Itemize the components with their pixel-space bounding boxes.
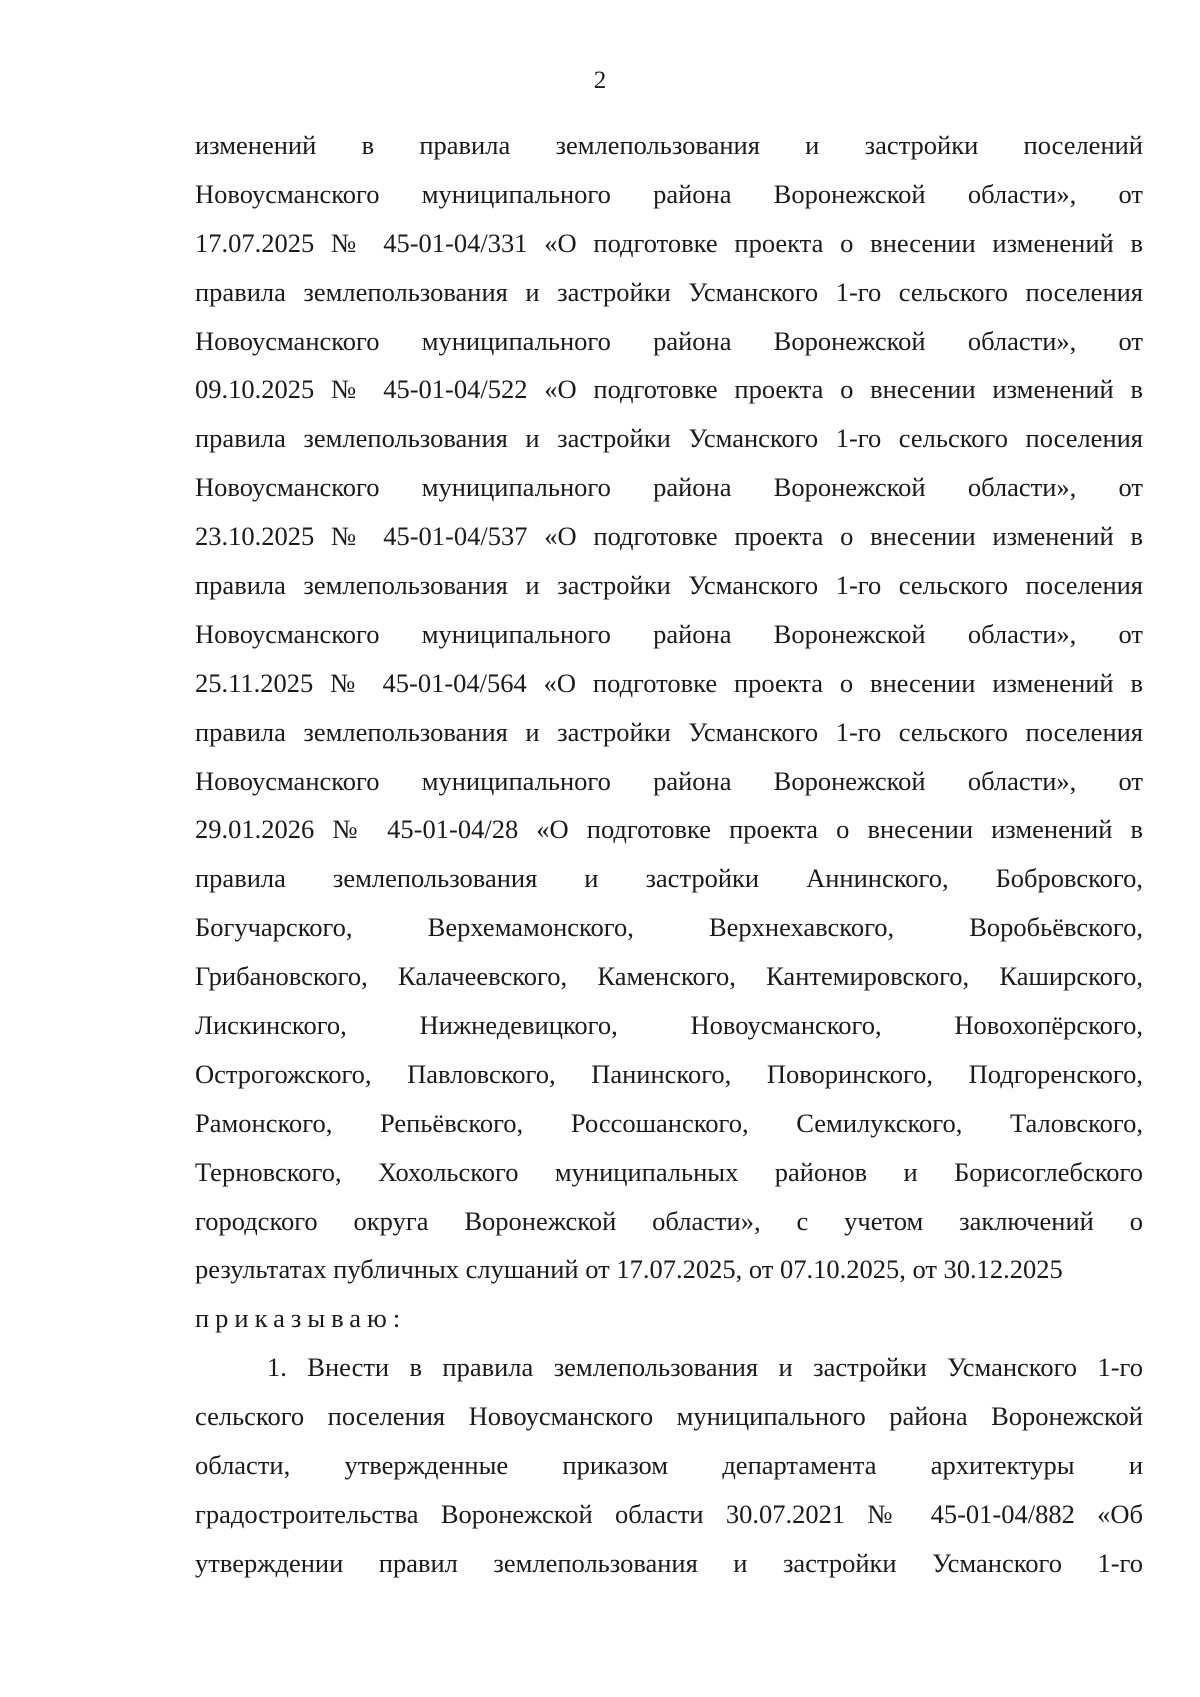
text-line: градостроительства Воронежской области 30.07.2021 № 45-01-04/882 «Об bbox=[195, 1498, 1143, 1529]
text-line: правила землепользования и застройки Усманского 1-го сельского поселения bbox=[195, 570, 1143, 601]
text-line: Грибановского, Калачеевского, Каменского, Кантемировского, Каширского, bbox=[195, 961, 1143, 992]
text-line: 29.01.2026 № 45-01-04/28 «О подготовке проекта о внесении изменений в bbox=[195, 814, 1143, 845]
text-line: 25.11.2025 № 45-01-04/564 «О подготовке проекта о внесении изменений в bbox=[195, 667, 1143, 698]
text-line: изменений в правила землепользования и застройки поселений bbox=[195, 130, 1143, 160]
text-line: 09.10.2025 № 45-01-04/522 «О подготовке проекта о внесении изменений в bbox=[195, 374, 1143, 405]
page-number: 2 bbox=[593, 67, 607, 94]
text-line: результатах публичных слушаний от 17.07.2025, от 07.10.2025, от 30.12.2025 bbox=[195, 1254, 1063, 1285]
text-line: правила землепользования и застройки Усманского 1-го сельского поселения bbox=[195, 423, 1143, 454]
text-line: городского округа Воронежской области», с учетом заключений о bbox=[195, 1205, 1143, 1236]
text-line: Терновского, Хохольского муниципальных районов и Борисоглебского bbox=[195, 1156, 1143, 1187]
text-line: Новоусманского муниципального района Воронежской области», от bbox=[195, 325, 1143, 356]
text-line: Новоусманского муниципального района Воронежской области», от bbox=[195, 765, 1143, 796]
text-line: Богучарского, Верхемамонского, Верхнехавского, Воробьёвского, bbox=[195, 912, 1143, 943]
text-line: правила землепользования и застройки Усманского 1-го сельского поселения bbox=[195, 276, 1143, 307]
text-line: 23.10.2025 № 45-01-04/537 «О подготовке проекта о внесении изменений в bbox=[195, 521, 1143, 552]
clause-1-first-line: 1. Внести в правила землепользования и застройки Усманского 1-го bbox=[267, 1352, 1143, 1383]
order-word: приказываю: bbox=[195, 1303, 407, 1334]
text-line: утверждении правил землепользования и застройки Усманского 1-го bbox=[195, 1547, 1143, 1578]
text-line: Новоусманского муниципального района Воронежской области», от bbox=[195, 618, 1143, 649]
text-line: области, утвержденные приказом департамента архитектуры и bbox=[195, 1450, 1143, 1481]
text-line: сельского поселения Новоусманского муниципального района Воронежской bbox=[195, 1401, 1143, 1432]
body-text bbox=[195, 121, 1143, 1588]
text-line: Лискинского, Нижнедевицкого, Новоусманского, Новохопёрского, bbox=[195, 1010, 1143, 1041]
text-line: Новоусманского муниципального района Воронежской области», от bbox=[195, 472, 1143, 503]
text-line: Острогожского, Павловского, Панинского, Поворинского, Подгоренского, bbox=[195, 1058, 1143, 1089]
text-line: 17.07.2025 № 45-01-04/331 «О подготовке проекта о внесении изменений в bbox=[195, 227, 1143, 258]
text-line: правила землепользования и застройки Аннинского, Бобровского, bbox=[195, 863, 1143, 894]
text-line: Новоусманского муниципального района Воронежской области», от bbox=[195, 178, 1143, 209]
text-line: правила землепользования и застройки Усманского 1-го сельского поселения bbox=[195, 716, 1143, 747]
text-line: Рамонского, Репьёвского, Россошанского, Семилукского, Таловского, bbox=[195, 1107, 1143, 1138]
